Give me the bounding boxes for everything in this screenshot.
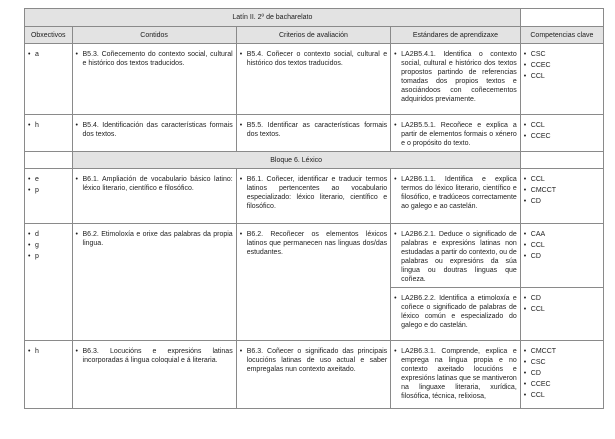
criterion-text: • B6.3. Coñecer o significado das principais locucións latinas de uso actual e saber empregalas nun contexto axeitado. xyxy=(240,347,387,374)
objective-item: • g xyxy=(28,241,69,250)
standard-cell xyxy=(391,115,521,152)
criterion-text: • B6.1. Coñecer, identificar e traducir termos latinos pertencentes ao vocabulario especializado: léxico literario, científico e filosófico. xyxy=(240,175,387,211)
standard-text: • LA2B6.2.1. Deduce o significado de palabras e expresións latinas non estudadas a partir do contexto, ou de palabras ou expresións da súa lingua ou doutras linguas que coñeza. xyxy=(394,230,517,284)
objectives-cell xyxy=(25,44,73,115)
competence-item: • CSC xyxy=(524,358,600,367)
competence-item: • CD xyxy=(524,294,600,303)
objective-item: • a xyxy=(28,50,69,59)
content-text: • B5.4. Identificación das características formais dos textos. xyxy=(76,121,233,139)
standard-text: • LA2B6.3.1. Comprende, explica e emprega na lingua propia e no contexto axeitado locucións e expresións latinas que se mantiveron na linguaxe literaria, xurídica, filosófica, técnica, relixiosa, xyxy=(394,347,517,401)
competence-item: • CCEC xyxy=(524,132,600,141)
standard-cell xyxy=(391,44,521,115)
header-contents: Contidos xyxy=(72,27,236,44)
table-row xyxy=(25,115,604,152)
competence-item: • CMCCT xyxy=(524,347,600,356)
objectives-cell xyxy=(25,115,73,152)
table-row xyxy=(25,224,604,288)
table-row xyxy=(25,44,604,115)
column-header-row xyxy=(25,27,604,44)
standard-text: • LA2B6.1.1. Identifica e explica termos do léxico literario, científico e filosófico, e tradúceos correctamente ao galego e ao castelán. xyxy=(394,175,517,211)
competences-cell xyxy=(520,288,603,341)
header-criteria: Criterios de avaliación xyxy=(236,27,390,44)
criterion-text: • B6.2. Recoñecer os elementos léxicos latinos que permanecen nas linguas dos/das estudantes. xyxy=(240,230,387,257)
criterion-cell xyxy=(236,341,390,409)
block-title: Bloque 6. Léxico xyxy=(72,152,520,169)
content-cell xyxy=(72,169,236,224)
competence-item: • CAA xyxy=(524,230,600,239)
content-cell xyxy=(72,44,236,115)
competences-cell xyxy=(520,115,603,152)
standard-cell xyxy=(391,341,521,409)
competence-item: • CMCCT xyxy=(524,186,600,195)
content-text: • B6.3. Locucións e expresións latinas incorporadas á lingua coloquial e á literaria. xyxy=(76,347,233,365)
competence-item: • CCL xyxy=(524,305,600,314)
table-title-row xyxy=(25,9,604,27)
standard-cell xyxy=(391,288,521,341)
criterion-cell xyxy=(236,44,390,115)
content-text: • B5.3. Coñecemento do contexto social, cultural e histórico dos textos traducidos. xyxy=(76,50,233,68)
curriculum-document xyxy=(24,8,604,409)
curriculum-table xyxy=(24,8,604,409)
competence-item: • CCL xyxy=(524,121,600,130)
header-objectives: Obxectivos xyxy=(25,27,73,44)
competence-item: • CCEC xyxy=(524,61,600,70)
objective-item: • h xyxy=(28,347,69,356)
objectives-cell xyxy=(25,341,73,409)
competences-cell xyxy=(520,224,603,288)
block-blank-cell xyxy=(25,152,73,169)
competence-item: • CD xyxy=(524,252,600,261)
header-standards: Estándares de aprendizaxe xyxy=(391,27,521,44)
content-text: • B6.1. Ampliación de vocabulario básico latino: léxico literario, científico e filosófico. xyxy=(76,175,233,193)
competences-cell xyxy=(520,44,603,115)
standard-text: • LA2B5.5.1. Recoñece e explica a partir de elementos formais o xénero e o propósito do texto. xyxy=(394,121,517,148)
criterion-cell xyxy=(236,169,390,224)
standard-text: • LA2B6.2.2. Identifica a etimoloxía e coñece o significado de palabras de léxico común e especializado do galego e do castelán. xyxy=(394,294,517,330)
objective-item: • p xyxy=(28,252,69,261)
competence-item: • CD xyxy=(524,197,600,206)
objective-item: • p xyxy=(28,186,69,195)
table-row xyxy=(25,169,604,224)
objective-item: • h xyxy=(28,121,69,130)
content-cell xyxy=(72,341,236,409)
criterion-cell xyxy=(236,224,390,341)
content-cell xyxy=(72,115,236,152)
competence-item: • CCL xyxy=(524,391,600,400)
criterion-text: • B5.4. Coñecer o contexto social, cultural e histórico dos textos traducidos. xyxy=(240,50,387,68)
competence-item: • CCL xyxy=(524,175,600,184)
objectives-cell xyxy=(25,169,73,224)
block-header-row xyxy=(25,152,604,169)
objectives-cell xyxy=(25,224,73,341)
table-title: Latín II. 2º de bacharelato xyxy=(25,9,521,27)
criterion-text: • B5.5. Identificar as características formais dos textos. xyxy=(240,121,387,139)
content-text: • B6.2. Etimoloxía e orixe das palabras da propia lingua. xyxy=(76,230,233,248)
competences-cell xyxy=(520,341,603,409)
standard-cell xyxy=(391,224,521,288)
competences-cell xyxy=(520,169,603,224)
standard-text: • LA2B5.4.1. Identifica o contexto social, cultural e histórico dos textos propostos partindo de referencias tomadas dos propios textos e asociándoos con coñecementos adquiridos previamente. xyxy=(394,50,517,104)
block-blank-cell xyxy=(520,152,603,169)
standard-cell xyxy=(391,169,521,224)
content-cell xyxy=(72,224,236,341)
objective-item: • e xyxy=(28,175,69,184)
objective-item: • d xyxy=(28,230,69,239)
competence-item: • CD xyxy=(524,369,600,378)
competence-item: • CCL xyxy=(524,72,600,81)
competence-item: • CCEC xyxy=(524,380,600,389)
criterion-cell xyxy=(236,115,390,152)
competence-item: • CSC xyxy=(524,50,600,59)
competence-item: • CCL xyxy=(524,241,600,250)
header-competences: Competencias clave xyxy=(520,27,603,44)
title-blank-cell xyxy=(520,9,603,27)
table-row xyxy=(25,341,604,409)
